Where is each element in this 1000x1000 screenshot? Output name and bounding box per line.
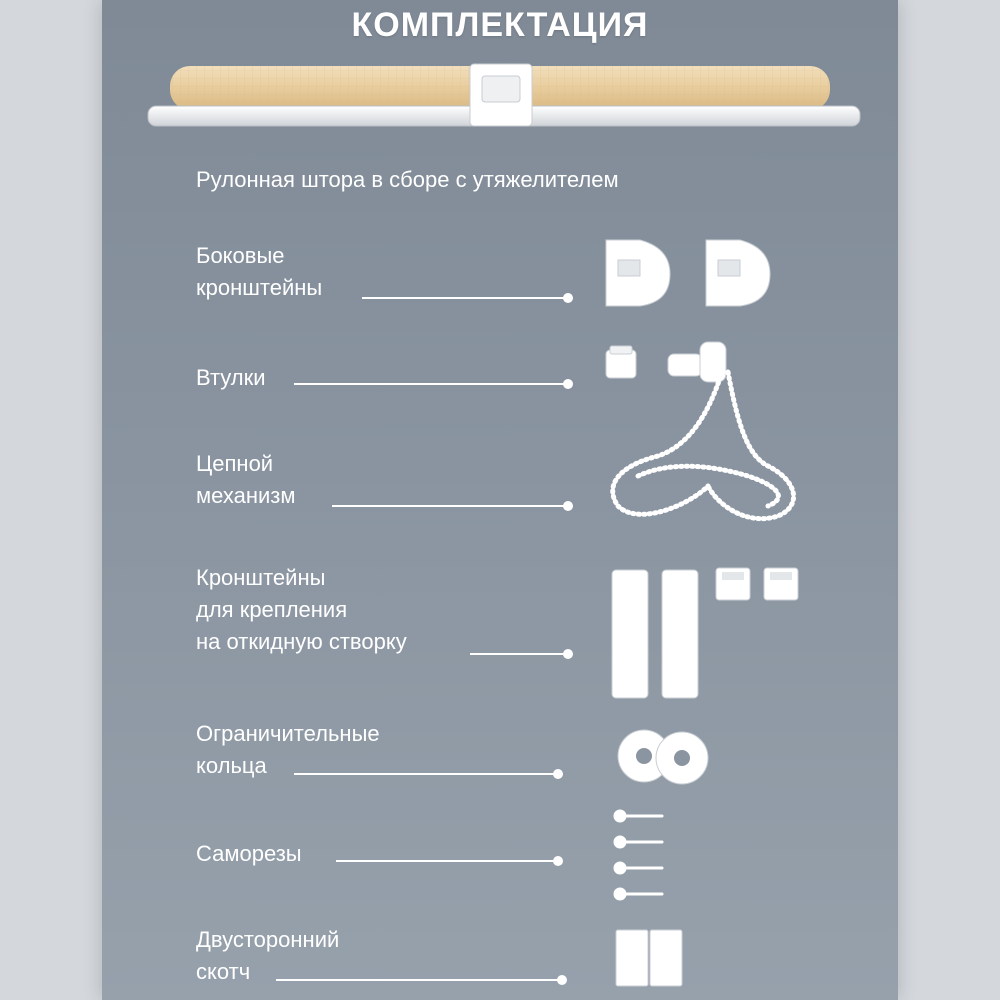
leader-line xyxy=(294,383,568,385)
item-label-side-brackets: Боковые кронштейны xyxy=(196,243,323,300)
item-label-chain-mechanism: Цепной механизм xyxy=(196,451,296,508)
leader-line xyxy=(362,297,568,299)
tilt-sash-brackets-icon xyxy=(608,564,808,704)
leader-line xyxy=(294,773,558,775)
item-label-screws: Саморезы xyxy=(196,841,302,866)
rolled-blind-icon xyxy=(148,62,860,142)
limit-rings-icon xyxy=(614,726,714,788)
chain-mechanism-icon xyxy=(598,366,808,526)
leader-line xyxy=(470,653,568,655)
leader-line xyxy=(336,860,558,862)
screws-icon xyxy=(612,804,672,904)
item-label-limit-rings: Ограничительные кольца xyxy=(196,721,380,778)
item-label-tilt-sash-brackets: Кронштейны для крепления на откидную створку xyxy=(196,565,407,654)
item-label-rolled-blind: Рулонная штора в сборе с утяжелителем xyxy=(196,167,619,192)
leader-line xyxy=(276,979,562,981)
page-title: КОМПЛЕКТАЦИЯ xyxy=(351,6,649,44)
item-label-bushings: Втулки xyxy=(196,365,266,390)
double-sided-tape-icon xyxy=(614,928,686,988)
leader-line xyxy=(332,505,568,507)
side-brackets-icon xyxy=(600,236,780,310)
item-label-double-sided-tape: Двусторонний скотч xyxy=(196,927,340,984)
